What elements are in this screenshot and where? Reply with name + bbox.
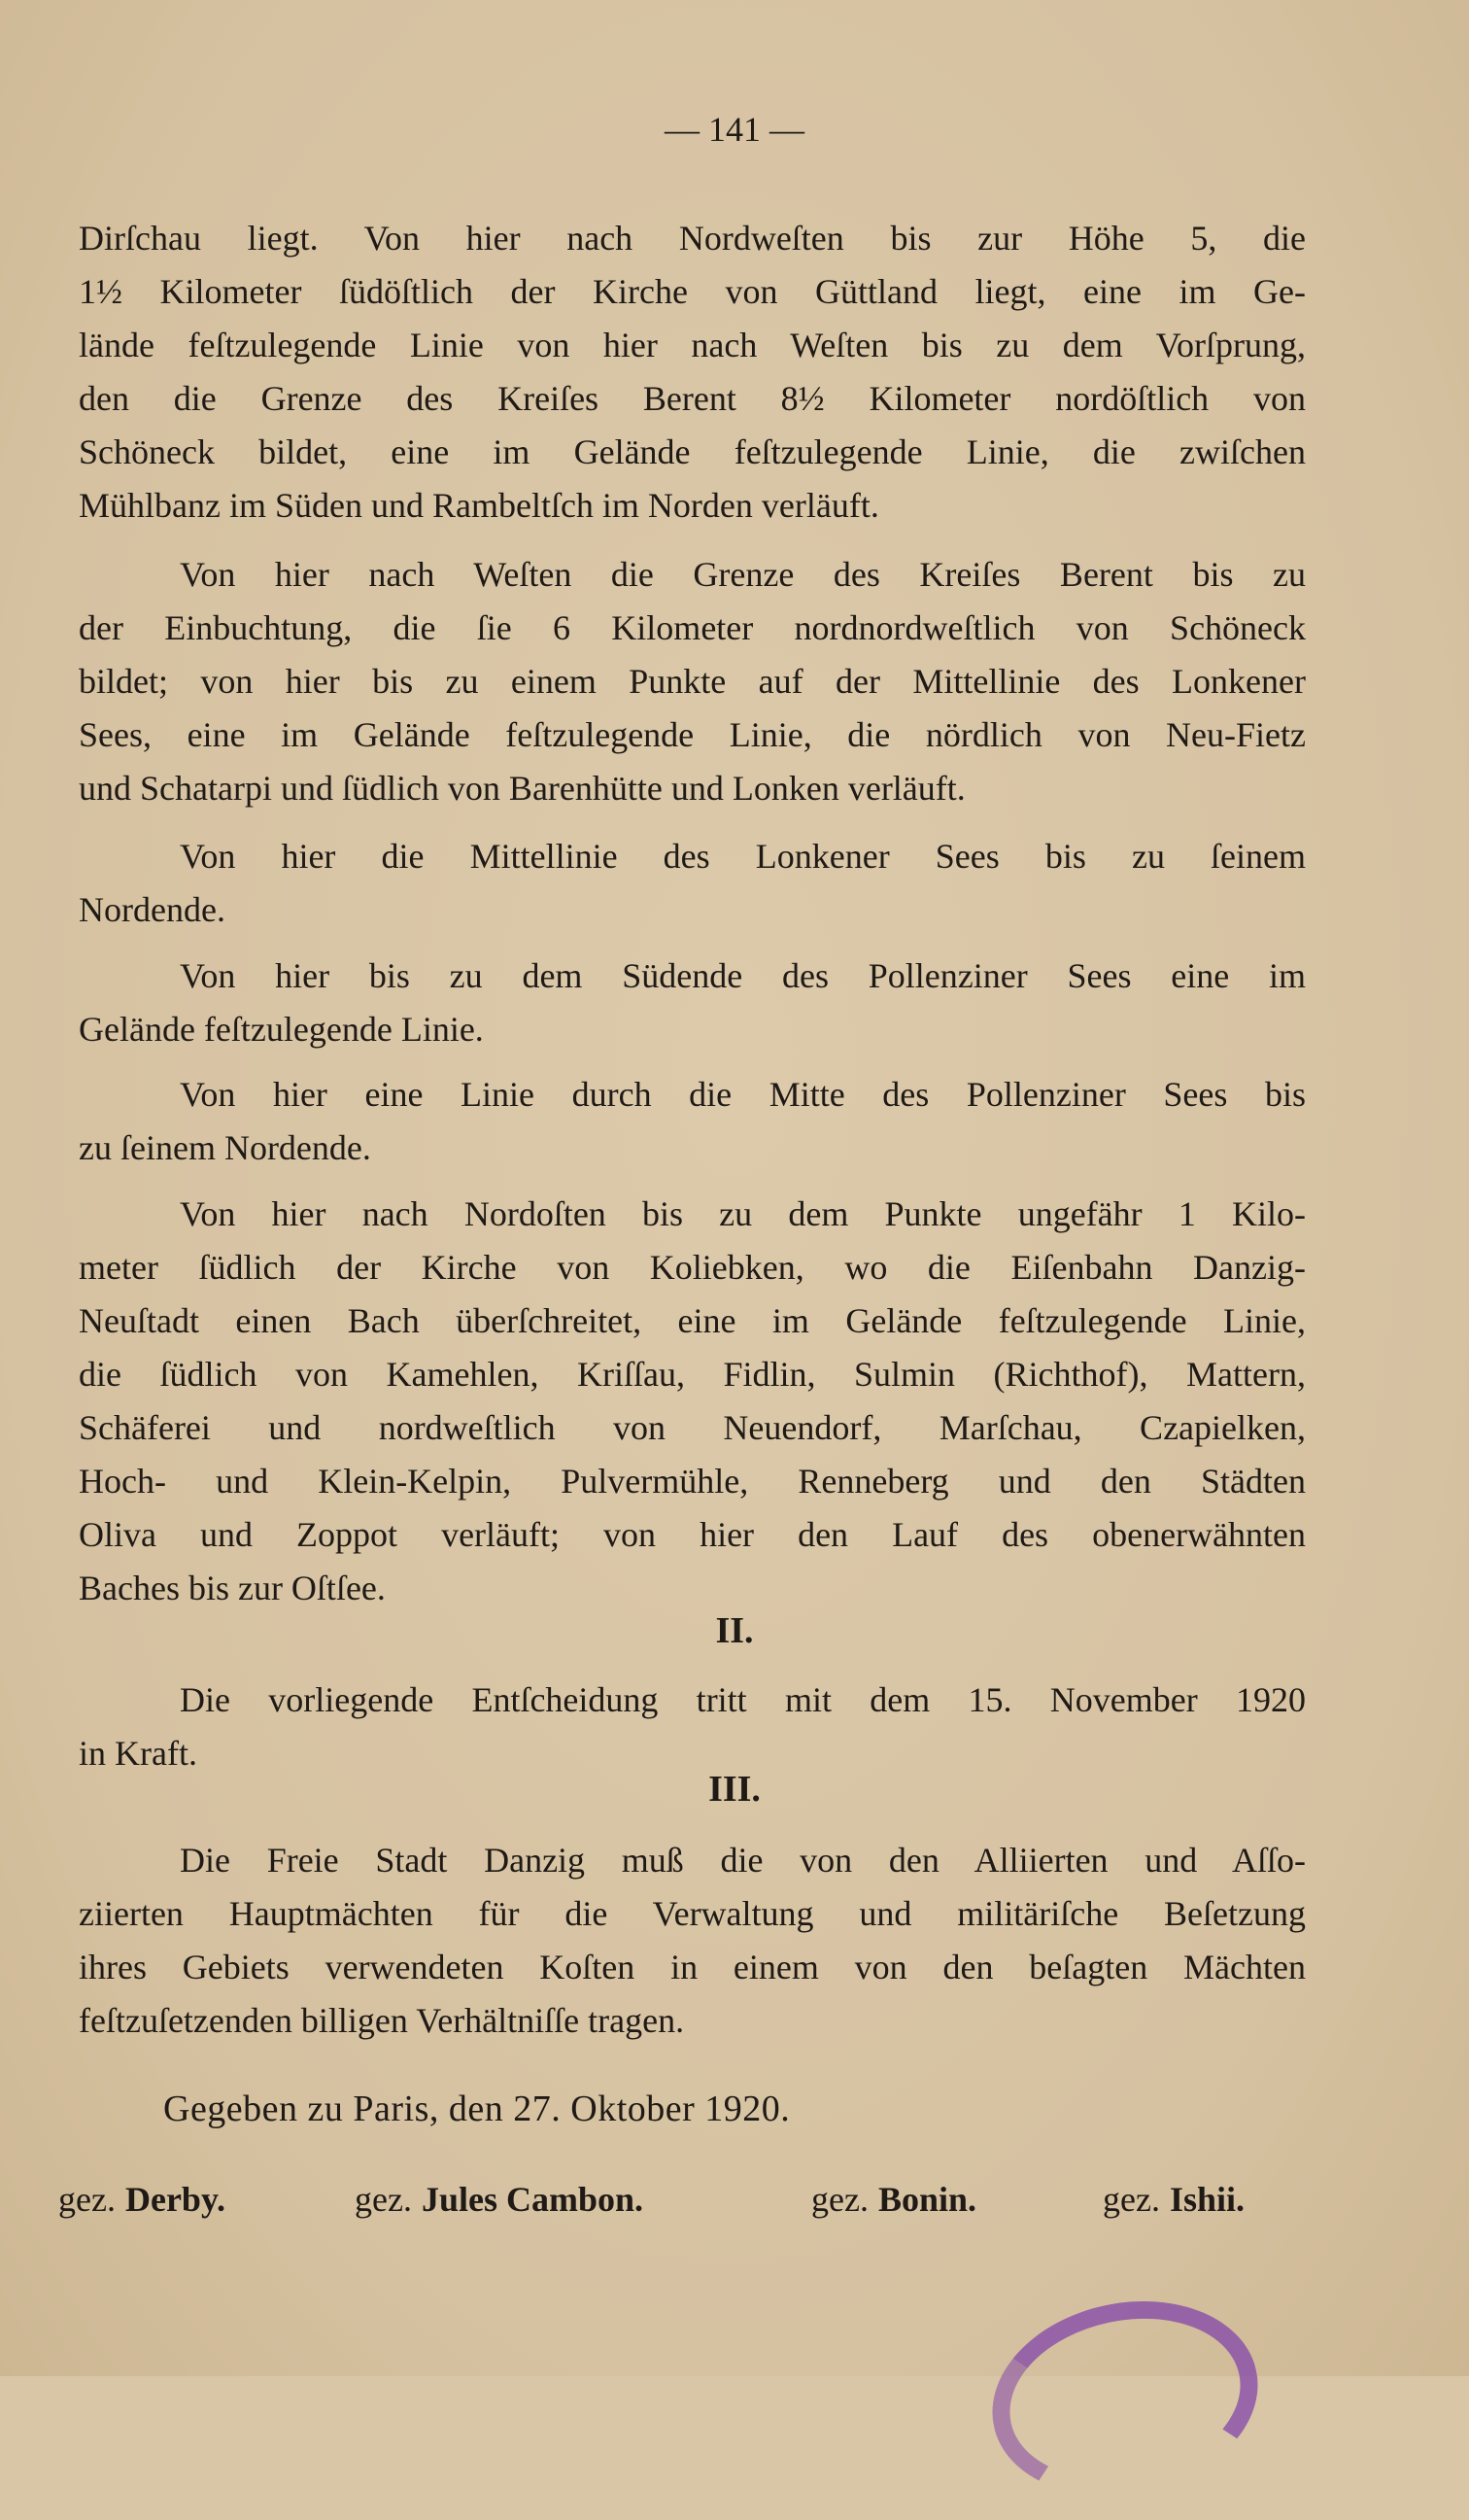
text-line: den die Grenze des Kreiſes Berent 8½ Kilometer nordöſtlich von — [79, 379, 1306, 418]
text-line: Baches bis zur Oſtſee. — [79, 1569, 386, 1607]
signature-prefix: gez. — [355, 2180, 412, 2219]
text-line: Oliva und Zoppot verläuft; von hier den Lauf des obenerwähnten — [79, 1515, 1306, 1554]
text-line: der Einbuchtung, die ſie 6 Kilometer nordnordweſtlich von Schöneck — [79, 608, 1306, 647]
signature-ishii — [1103, 2179, 1245, 2220]
text-line: und Schatarpi und ſüdlich von Barenhütte und Lonken verläuft. — [79, 769, 966, 808]
text-line: Sees, eine im Gelände feſtzulegende Linie, die nördlich von Neu-Fietz — [79, 715, 1306, 754]
text-line: Die Freie Stadt Danzig muß die von den Alliierten und Aſſo- — [180, 1841, 1306, 1880]
paragraph-4 — [79, 949, 1306, 1056]
signature-name: Ishii. — [1169, 2180, 1246, 2219]
text-line: Schäferei und nordweſtlich von Neuendorf, Marſchau, Czapielken, — [79, 1408, 1306, 1447]
text-line: Die vorliegende Entſcheidung tritt mit dem 15. November 1920 — [180, 1680, 1306, 1719]
date-place-line: Gegeben zu Paris, den 27. Oktober 1920. — [163, 2088, 791, 2129]
paragraph-8 — [79, 1834, 1306, 2048]
signature-name: Derby. — [124, 2180, 225, 2219]
text-line: Neuſtadt einen Bach überſchreitet, eine im Gelände feſtzulegende Linie, — [79, 1301, 1306, 1340]
text-line: 1½ Kilometer ſüdöſtlich der Kirche von Güttland liegt, eine im Ge- — [79, 272, 1306, 311]
text-line: ihres Gebiets verwendeten Koſten in einem von den beſagten Mächten — [79, 1948, 1306, 1986]
text-line: Von hier nach Nordoſten bis zu dem Punkte ungefähr 1 Kilo- — [180, 1194, 1306, 1233]
text-line: in Kraft. — [79, 1734, 197, 1773]
section-heading-iii: III. — [708, 1769, 761, 1810]
text-line: Dirſchau liegt. Von hier nach Nordweſten bis zur Höhe 5, die — [79, 219, 1306, 258]
text-line: bildet; von hier bis zu einem Punkte auf der Mittellinie des Lonkener — [79, 662, 1306, 701]
signature-prefix: gez. — [58, 2180, 116, 2219]
library-stamp-icon — [974, 2277, 1277, 2519]
text-line: feſtzuſetzenden billigen Verhältniſſe tragen. — [79, 2001, 685, 2040]
signature-cambon — [355, 2179, 643, 2220]
text-line: lände feſtzulegende Linie von hier nach Weſten bis zu dem Vorſprung, — [79, 326, 1306, 364]
paragraph-2 — [79, 548, 1306, 815]
text-line: Von hier bis zu dem Südende des Pollenziner Sees eine im — [180, 956, 1306, 995]
paragraph-3 — [79, 830, 1306, 937]
signature-name: Bonin. — [877, 2180, 977, 2219]
text-line: Mühlbanz im Süden und Rambeltſch im Norden verläuft. — [79, 486, 879, 525]
text-line: meter ſüdlich der Kirche von Koliebken, wo die Eiſenbahn Danzig- — [79, 1248, 1306, 1287]
paragraph-6 — [79, 1188, 1306, 1615]
text-line: Von hier die Mittellinie des Lonkener Sees bis zu ſeinem — [180, 837, 1306, 876]
signature-name: Jules Cambon. — [421, 2180, 644, 2219]
paragraph-1 — [79, 212, 1306, 533]
text-line: Von hier eine Linie durch die Mitte des Pollenziner Sees bis — [180, 1075, 1306, 1114]
page-number: — 141 — — [665, 110, 804, 149]
text-line: Schöneck bildet, eine im Gelände feſtzulegende Linie, die zwiſchen — [79, 432, 1306, 471]
text-line: Hoch- und Klein-Kelpin, Pulvermühle, Renneberg und den Städten — [79, 1462, 1306, 1501]
text-line: zu ſeinem Nordende. — [79, 1128, 371, 1167]
signature-bonin — [811, 2179, 976, 2220]
section-heading-ii: II. — [715, 1610, 754, 1651]
paragraph-7 — [79, 1674, 1306, 1780]
text-line: Gelände feſtzulegende Linie. — [79, 1010, 484, 1049]
text-line: ziierten Hauptmächten für die Verwaltung und militäriſche Beſetzung — [79, 1894, 1306, 1933]
signature-prefix: gez. — [811, 2180, 869, 2219]
paragraph-5 — [79, 1068, 1306, 1175]
text-line: Nordende. — [79, 890, 225, 929]
signature-prefix: gez. — [1103, 2180, 1160, 2219]
text-line: die ſüdlich von Kamehlen, Kriſſau, Fidlin, Sulmin (Richthof), Mattern, — [79, 1355, 1306, 1394]
text-line: Von hier nach Weſten die Grenze des Kreiſes Berent bis zu — [180, 555, 1306, 594]
signature-derby — [58, 2179, 225, 2220]
